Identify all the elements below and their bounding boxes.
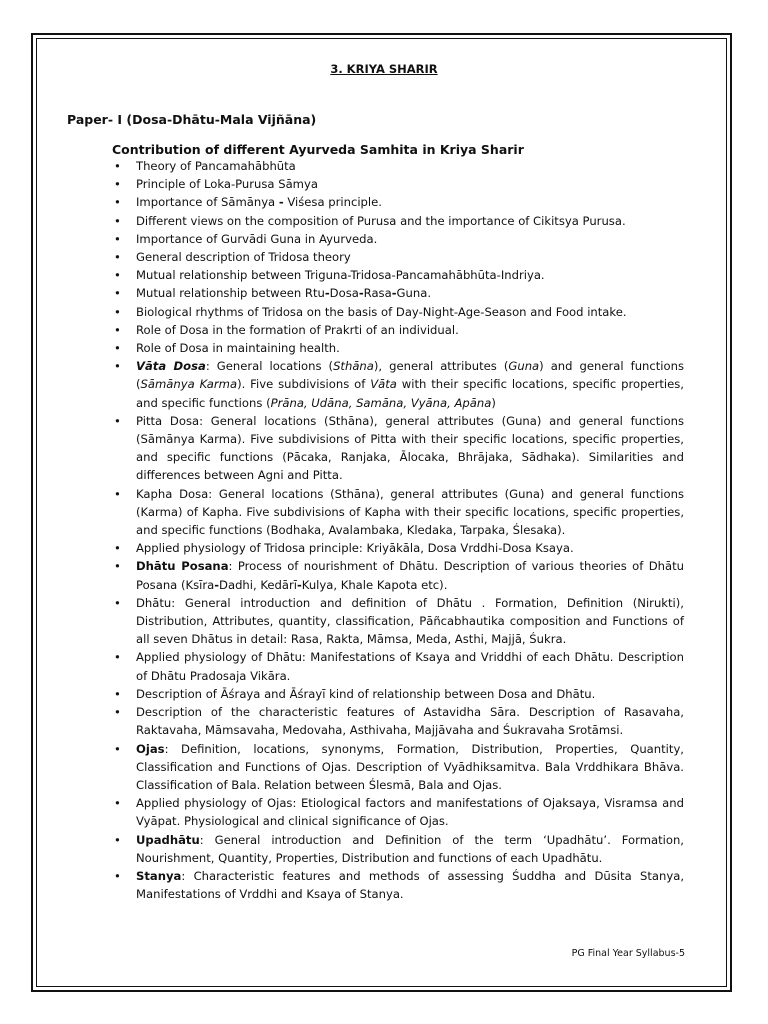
- list-item: [112, 557, 684, 593]
- list-item-text: ). Five subdivisions of: [237, 377, 371, 392]
- list-item: [112, 193, 684, 211]
- list-item-text: : General locations (: [205, 359, 334, 374]
- list-item-text: Importance of Gurvādi Guna in Ayurveda.: [136, 231, 378, 246]
- list-item: [112, 266, 684, 284]
- list-item: [112, 284, 684, 302]
- list-item-text: : Characteristic features and methods of assessing Śuddha and Dūsita Stanya, Manifestations of Vrddhi and Ksaya of Stanya.: [136, 868, 684, 902]
- list-item: [112, 648, 684, 684]
- list-item: [112, 321, 684, 339]
- section-heading: Contribution of different Ayurveda Samhita in Kriya Sharir: [112, 142, 524, 157]
- list-item-text: ): [491, 395, 496, 410]
- list-item-text: : General introduction and Definition of the term ‘Upadhātu’. Formation, Nourishment, Quantity, Properties, Distribution and functions of each Upadhātu.: [136, 832, 684, 865]
- list-item-text: Prāna, Udāna, Samāna, Vyāna, Apāna: [270, 395, 492, 410]
- list-item: [112, 703, 684, 739]
- list-item-text: Kapha Dosa: General locations (Sthāna), general attributes (Guna) and general functions (Karma) of Kapha. Five subdivisions of Kapha with their specific locations, specific properties, and specific functions (Bodhaka, Avalambaka, Kledaka, Tarpaka, Ślesaka).: [136, 486, 684, 538]
- list-item-text: Upadhātu: [136, 832, 200, 847]
- list-item-text: Vāta Dosa: [136, 359, 206, 374]
- list-item: [112, 867, 684, 903]
- list-item-text: Kulya, Khale Kapota etc).: [301, 577, 448, 592]
- list-item: [112, 594, 684, 649]
- list-item: [112, 740, 684, 795]
- list-item: [112, 212, 684, 230]
- list-item-text: Guna: [508, 359, 540, 374]
- list-item-text: -: [324, 286, 330, 301]
- list-item-text: Stanya: [136, 868, 182, 883]
- list-item-text: Dhātu: General introduction and definition of Dhātu . Formation, Definition (Nirukti), Distribution, Attributes, quantity, classification, Pāñcabhautika composition and Functions of all seven Dhātus in detail: Rasa, Rakta, Māmsa, Meda, Asthi, Majjā, Śukra.: [136, 595, 684, 647]
- list-item: [112, 794, 684, 830]
- list-item-text: General description of Tridosa theory: [136, 250, 351, 265]
- list-item-text: with their specific locations, specific properties, and specific functions (: [136, 377, 684, 410]
- list-item-text: Vāta: [370, 377, 397, 392]
- list-item: [112, 357, 684, 412]
- list-item: [112, 831, 684, 867]
- list-item-text: : Process of nourishment of Dhātu. Description of various theories of Dhātu Posana (Ksīra: [136, 559, 684, 592]
- list-item-text: -: [391, 286, 397, 301]
- list-item-text: Mutual relationship between Rtu: [136, 286, 325, 301]
- list-item-text: -: [214, 577, 220, 592]
- list-item-text: Importance of Sāmānya: [136, 195, 279, 210]
- list-item-text: ) and general functions (: [136, 359, 685, 392]
- list-item-text: Sāmānya Karma: [140, 377, 238, 392]
- list-item-text: Role of Dosa in the formation of Prakrti of an individual.: [136, 322, 459, 337]
- list-item-text: -: [296, 577, 302, 592]
- list-item: [112, 157, 684, 175]
- list-item-text: Mutual relationship between Triguna-Tridosa-Pancamahābhūta-Indriya.: [136, 268, 545, 283]
- page-footer: PG Final Year Syllabus-5: [571, 948, 685, 959]
- syllabus-list: [112, 157, 684, 903]
- paper-heading: Paper- I (Dosa-Dhātu-Mala Vijñāna): [67, 112, 317, 127]
- list-item: [112, 685, 684, 703]
- list-item-text: Pitta Dosa: General locations (Sthāna), general attributes (Guna) and general functions (Sāmānya Karma). Five subdivisions of Pitta with their specific locations, specific properties, and specific functions (Pācaka, Ranjaka, Ālocaka, Bhrājaka, Sādhaka). Similarities and differences between Agni and Pitta.: [136, 413, 684, 483]
- list-item: [112, 303, 684, 321]
- list-item: [112, 230, 684, 248]
- page-title: 3. KRIYA SHARIR: [330, 62, 438, 76]
- list-item-text: Description of Āśraya and Āśrayī kind of relationship between Dosa and Dhātu.: [136, 686, 596, 701]
- list-item-text: Dosa: [329, 286, 359, 301]
- list-item-text: Theory of Pancamahābhūta: [136, 159, 296, 173]
- list-item-text: Applied physiology of Dhātu: Manifestations of Ksaya and Vriddhi of each Dhātu. Description of Dhātu Pradosaja Vikāra.: [136, 650, 684, 683]
- list-item: [112, 175, 684, 193]
- list-item-text: Role of Dosa in maintaining health.: [136, 341, 340, 356]
- list-item-text: ), general attributes (: [373, 359, 509, 374]
- list-item-text: Sthāna: [333, 359, 374, 374]
- list-item-text: -: [358, 286, 364, 301]
- list-item-text: Biological rhythms of Tridosa on the basis of Day-Night-Age-Season and Food intake.: [136, 304, 627, 319]
- list-item-text: -: [278, 195, 284, 210]
- list-item-text: Guna.: [396, 286, 432, 301]
- list-item-text: Principle of Loka-Purusa Sāmya: [136, 177, 318, 192]
- list-item: [112, 248, 684, 266]
- list-item-text: Dhātu Posana: [136, 559, 229, 574]
- list-item-text: Rasa: [363, 286, 392, 301]
- list-item-text: Applied physiology of Tridosa principle: Kriyākāla, Dosa Vrddhi-Dosa Ksaya.: [136, 541, 574, 556]
- list-item-text: Description of the characteristic features of Astavidha Sāra. Description of Rasavaha, Raktavaha, Māmsavaha, Medovaha, Asthivaha, Majjāvaha and Śukravaha Srotāmsi.: [136, 705, 684, 738]
- list-item: [112, 539, 684, 557]
- list-item-text: : Definition, locations, synonyms, Formation, Distribution, Properties, Quantity, Classification and Functions of Ojas. Description of Vyādhiksamitva. Bala Vrddhikara Bhāva. Classification of Bala. Relation between Ślesmā, Bala and Ojas.: [136, 741, 684, 792]
- list-item-text: Different views on the composition of Purusa and the importance of Cikitsya Purusa.: [136, 213, 626, 228]
- list-item-text: Viśesa principle.: [283, 195, 382, 210]
- list-item-text: Dadhi, Kedārī: [219, 577, 297, 592]
- list-item-text: Ojas: [136, 741, 165, 756]
- list-item: [112, 339, 684, 357]
- list-item: [112, 412, 684, 485]
- list-item-text: Applied physiology of Ojas: Etiological factors and manifestations of Ojaksaya, Visramsa and Vyāpat. Physiological and clinical significance of Ojas.: [136, 796, 684, 829]
- list-item: [112, 485, 684, 540]
